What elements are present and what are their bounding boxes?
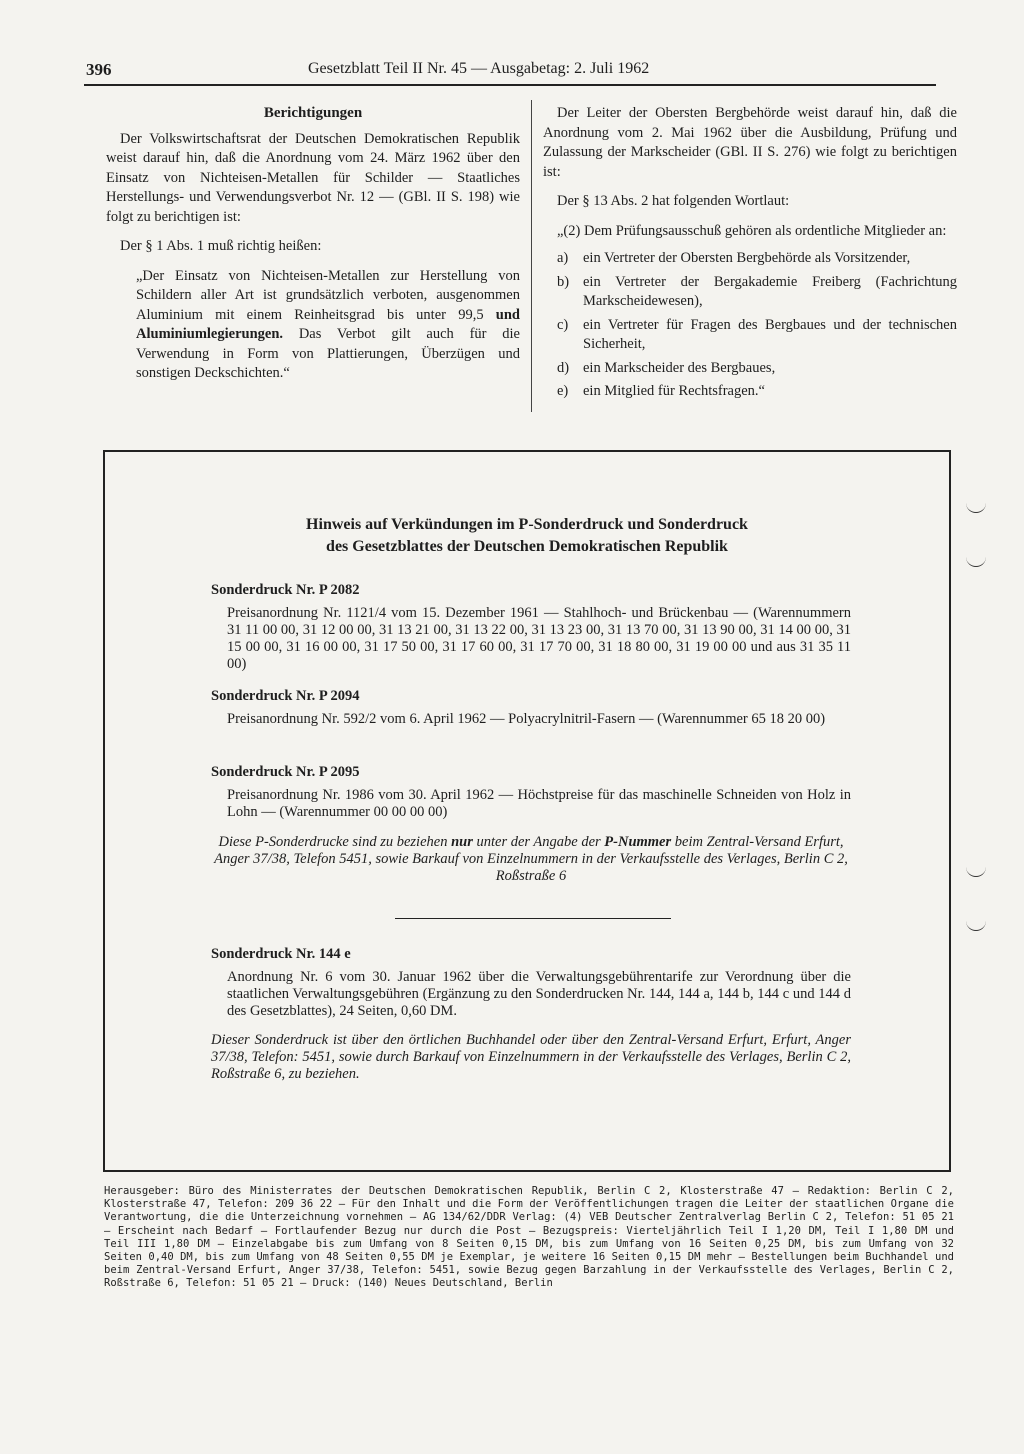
margin-mark	[966, 556, 986, 567]
list-text: ein Vertreter der Bergakademie Freiberg (Fachrichtung Markscheidewesen),	[583, 273, 957, 309]
p-sonderdruck-notice	[211, 834, 851, 885]
entry-text: Preisanordnung Nr. 1986 vom 30. April 1962 — Höchstpreise für das maschinelle Schneiden von Holz in Lohn — (Warennummer 00 00 00 00)	[227, 787, 851, 820]
header-rule	[84, 84, 936, 86]
paragraph: Der Leiter der Obersten Bergbehörde weist darauf hin, daß die Anordnung vom 2. Mai 1962 über die Ausbildung, Prüfung und Zulassung der Markscheider (GBl. II S. 276) wie folgt zu berichtigen ist:	[543, 105, 957, 180]
running-head: Gesetzblatt Teil II Nr. 45 — Ausgabetag: 2. Juli 1962	[308, 60, 650, 77]
paragraph: Der Volkswirtschaftsrat der Deutschen Demokratischen Republik weist darauf hin, daß die Anordnung vom 24. März 1962 über den Einsatz von Nichteisen-Metallen für Schilder — Staatliches Herstellungs- und Verwendungsverbot Nr. 12 — (GBl. II S. 198) wie folgt zu berichtigen ist:	[106, 130, 520, 225]
margin-mark	[966, 920, 986, 931]
quote-text: „Der Einsatz von Nichteisen-Metallen zur Herstellung von Schildern aller Art ist grundsätzlich verboten, ausgenommen Aluminium mit einem Reinheitsgrad bis unter 99,5	[136, 267, 520, 323]
margin-mark	[966, 502, 986, 513]
notice-title	[105, 514, 949, 558]
paragraph: Der § 1 Abs. 1 muß richtig heißen:	[120, 238, 322, 254]
notice-text-part: unter der Angabe der	[476, 834, 601, 850]
notice-text: Dieser Sonderdruck ist über den örtlichen Buchhandel oder über den Zentral-Versand Erfurt, Erfurt, Anger 37/38, Telefon: 5451, sowie durch Barkauf von Einzelnummern in der Verkaufsstelle des Verlages, Berlin C 2, Roßstraße 6, zu beziehen.	[211, 1032, 851, 1082]
list-label: e)	[557, 383, 569, 399]
list-text: ein Mitglied für Rechtsfragen.“	[583, 383, 765, 399]
notice-text-part: beim Zentral-Versand Erfurt, Anger 37/38, Telefon 5451, sowie Barkauf von Einzelnummern in der Verkaufsstelle des Verlages, Berlin C 2, Roßstraße 6	[214, 834, 848, 884]
paragraph: Der § 13 Abs. 2 hat folgenden Wortlaut:	[557, 193, 790, 209]
list-item	[543, 359, 957, 379]
final-notice	[211, 1032, 851, 1083]
right-column	[543, 104, 957, 406]
notice-bold-part: P-Nummer	[604, 834, 672, 850]
sonderdruck-entry	[211, 688, 851, 728]
list-label: b)	[557, 273, 570, 290]
list-label: c)	[557, 316, 569, 333]
list-text: ein Vertreter der Obersten Bergbehörde als Vorsitzender,	[583, 250, 911, 266]
list-text: ein Markscheider des Bergbaues,	[583, 359, 776, 376]
left-column	[106, 104, 520, 384]
list-item	[543, 382, 957, 402]
list-item	[543, 316, 957, 355]
entry-text: Preisanordnung Nr. 1121/4 vom 15. Dezember 1961 — Stahlhoch- und Brückenbau — (Warennummern 31 11 00 00, 31 12 00 00, 31 13 21 00, 31 13 22 00, 31 13 23 00, 31 13 70 00, 31 13 90 00, 31 14 00 00, 31 15 00 00, 31 16 00 00, 31 17 50 00, 31 17 60 00, 31 17 70 00, 31 18 80 00, 31 19 00 00 und aus 31 35 11 00)	[227, 605, 851, 672]
entry-heading: Sonderdruck Nr. P 2094	[211, 688, 360, 704]
entry-text: Preisanordnung Nr. 592/2 vom 6. April 1962 — Polyacrylnitril-Fasern — (Warennummer 65 18 20 00)	[227, 711, 826, 727]
separator-rule	[395, 918, 671, 919]
section-heading: Berichtigungen	[263, 105, 363, 121]
sonderdruck-entry	[211, 764, 851, 821]
imprint: Herausgeber: Büro des Ministerrates der Deutschen Demokratischen Republik, Berlin C 2, Klosterstraße 47 — Redaktion: Berlin C 2, Klosterstraße 47, Telefon: 209 36 22 — Für den Inhalt und die Form der Veröffentlichungen tragen die Leiter der staatlichen Organe die Verantwortung, die die Unterzeichnung vornehmen — AG 134/62/DDR Verlag: (4) VEB Deutscher Zentralverlag Berlin C 2, Telefon: 51 05 21 — Erscheint nach Bedarf — Fortlaufender Bezug nur durch die Post — Bezugspreis: Vierteljährlich Teil I 1,20 DM, Teil I 1,80 DM und Teil III 1,80 DM — Einzelabgabe bis zum Umfang von 8 Seiten 0,15 DM, bis zum Umfang von 16 Seiten 0,25 DM, bis zum Umfang von 32 Seiten 0,40 DM, bis zum Umfang von 48 Seiten 0,55 DM je Exemplar, je weitere 16 Seiten 0,15 DM mehr — Bestellungen beim Buchhandel und beim Zentral-Versand Erfurt, Anger 37/38, Telefon: 5451, sowie Bezug gegen Barzahlung in der Verkaufsstelle des Verlages, Berlin C 2, Roßstraße 6, Telefon: 51 05 21 — Druck: (140) Neues Deutschland, Berlin	[104, 1185, 954, 1290]
list-label: a)	[557, 250, 569, 266]
paragraph: „(2) Dem Prüfungsausschuß gehören als ordentliche Mitglieder an:	[557, 222, 947, 239]
sonderdruck-entry	[211, 946, 851, 1020]
notice-title-line: Hinweis auf Verkündungen im P-Sonderdruck und Sonderdruck	[306, 516, 748, 533]
list-item	[543, 249, 957, 269]
entry-heading: Sonderdruck Nr. P 2082	[211, 582, 360, 598]
notice-text	[211, 834, 851, 885]
notice-box	[103, 450, 951, 1172]
quote-paragraph	[106, 267, 520, 384]
list-label: d)	[557, 359, 570, 376]
quote-bold-text: und Aluminiumlegierungen.	[136, 306, 520, 342]
member-list	[543, 249, 957, 402]
entry-heading: Sonderdruck Nr. P 2095	[211, 764, 360, 780]
notice-bold-part: nur	[451, 834, 473, 850]
entry-text: Anordnung Nr. 6 vom 30. Januar 1962 über die Verwaltungsgebührentarife zur Verordnung über die staatlichen Verwaltungsgebühren (Ergänzung zu den Sonderdrucken Nr. 144, 144 a, 144 b, 144 c und 144 d des Gesetzblattes), 24 Seiten, 0,60 DM.	[227, 969, 851, 1019]
column-divider	[531, 100, 532, 412]
sonderdruck-entry	[211, 582, 851, 673]
list-text: ein Vertreter für Fragen des Bergbaues und der technischen Sicherheit,	[583, 316, 957, 352]
margin-mark	[966, 866, 986, 877]
notice-text-part: Diese P-Sonderdrucke sind zu beziehen	[218, 834, 448, 850]
list-item	[543, 273, 957, 312]
page-number: 396	[86, 60, 112, 79]
entry-heading: Sonderdruck Nr. 144 e	[211, 946, 351, 962]
notice-title-line: des Gesetzblattes der Deutschen Demokratischen Republik	[326, 538, 728, 555]
quote-text: Das Verbot gilt auch für die Verwendung in Form von Plattierungen, Überzügen und sonstigen Deckschichten.“	[136, 326, 520, 381]
